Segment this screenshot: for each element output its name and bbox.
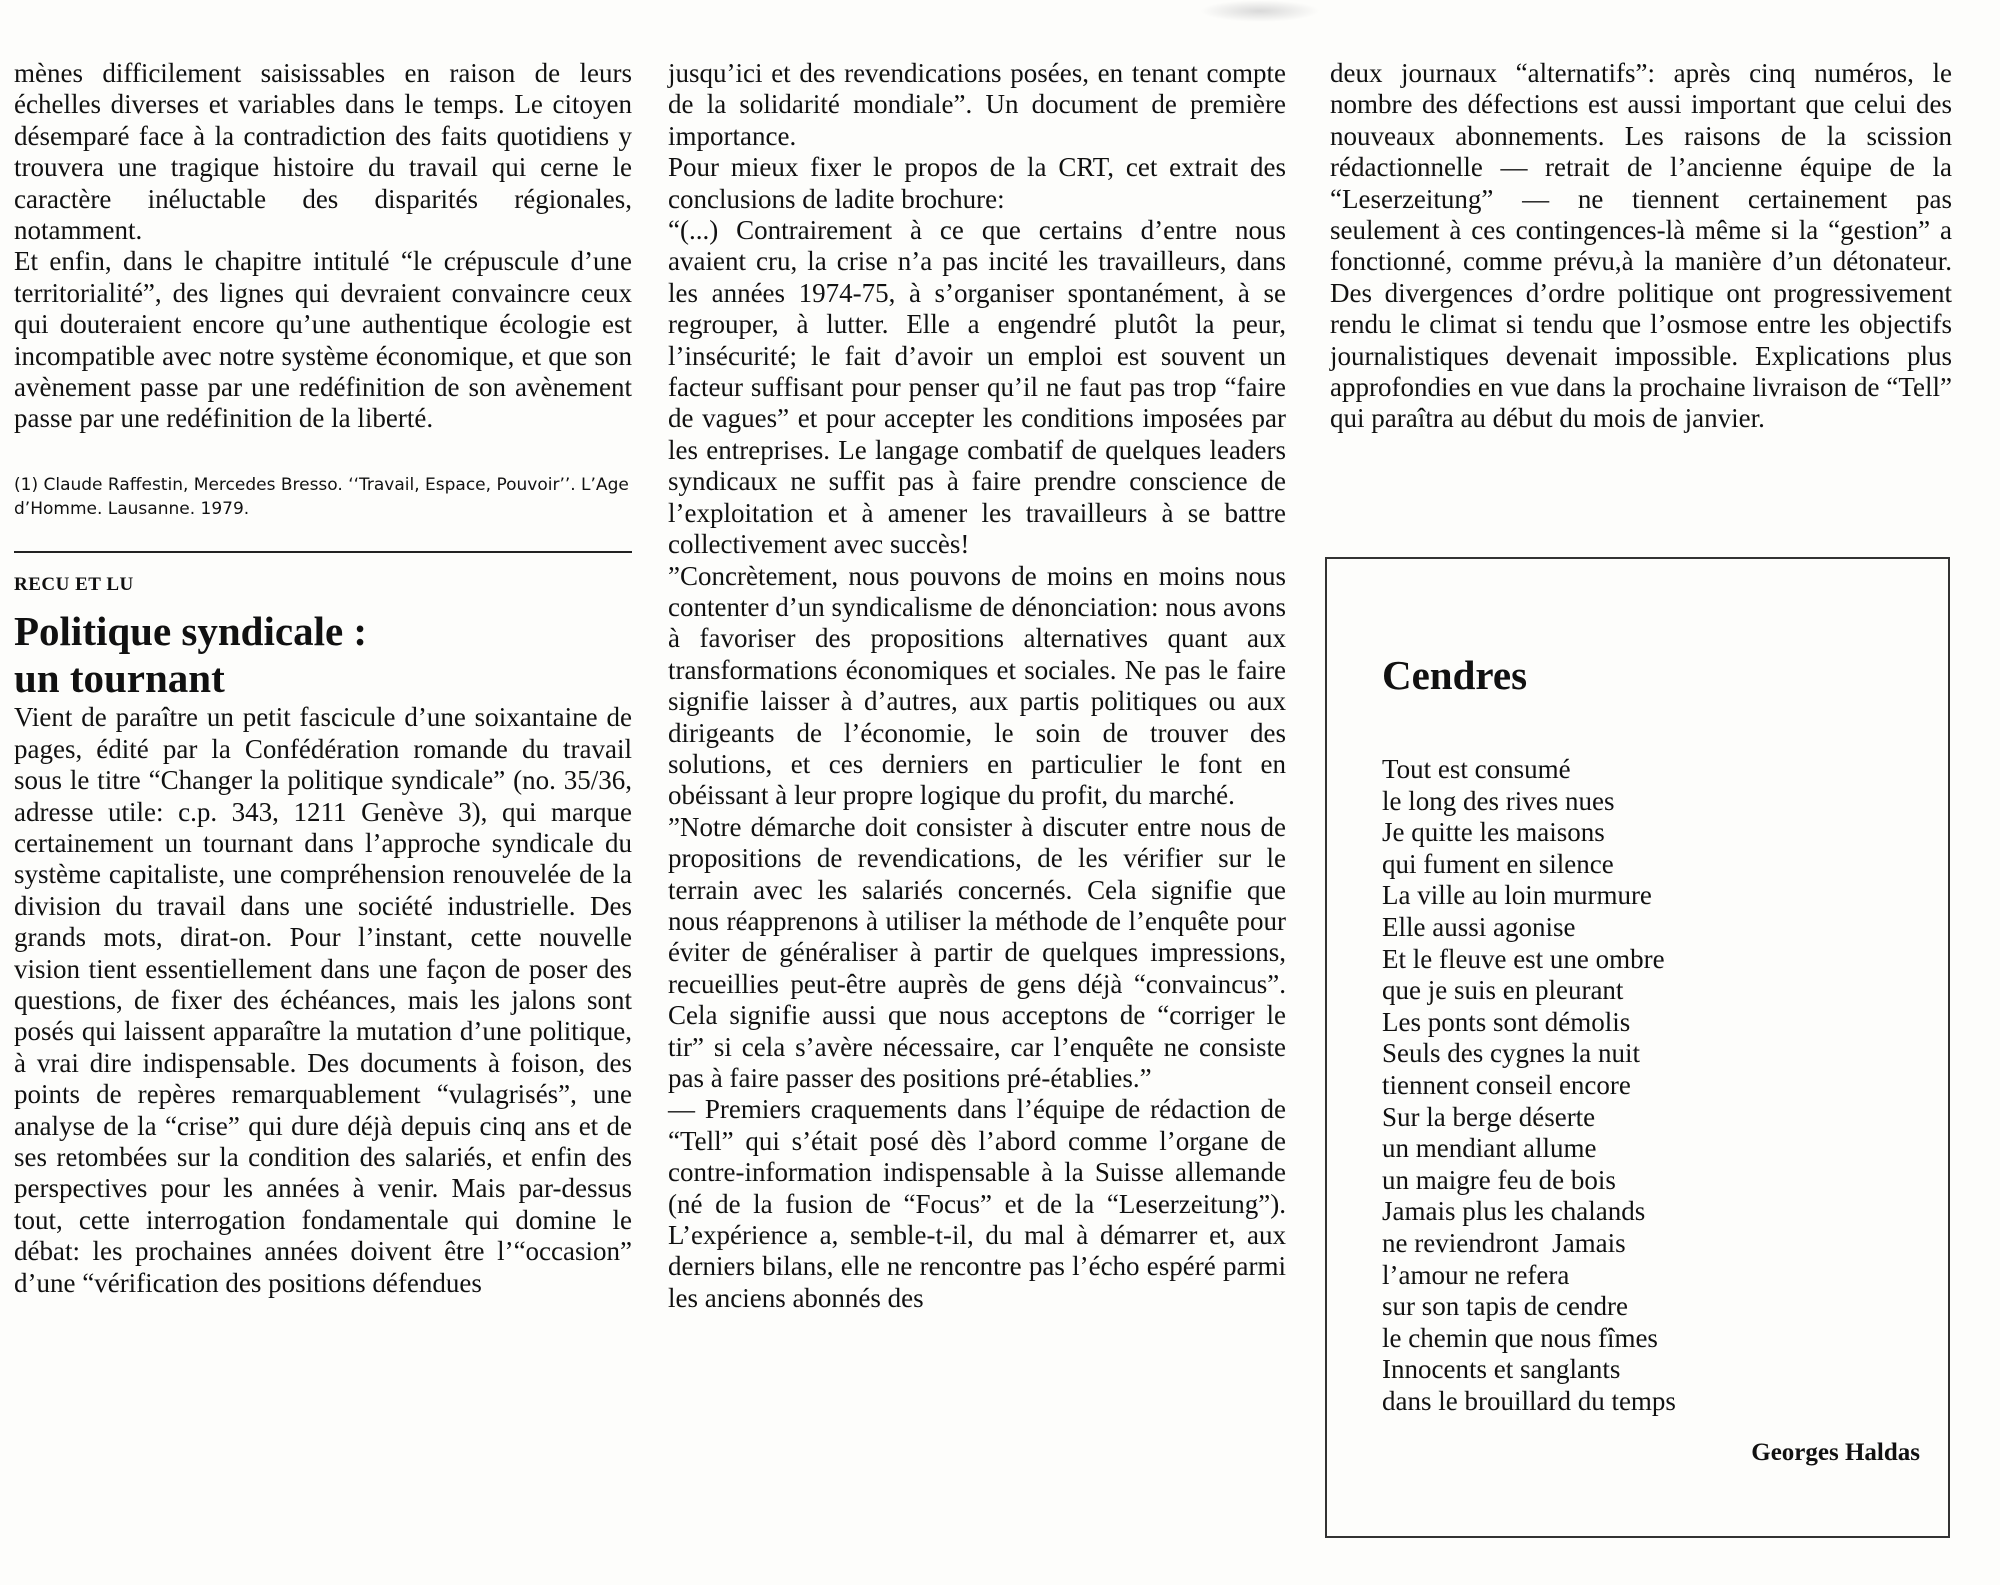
- poem-line: le chemin que nous fîmes: [1382, 1322, 1658, 1353]
- poem-line: Les ponts sont démolis: [1382, 1006, 1631, 1037]
- poem-line: un mendiant allume: [1382, 1133, 1597, 1164]
- paragraph: — Premiers craquements dans l’équipe de rédaction de “Tell” qui s’était posé dès l’abord comme l’organe de contre-information indispensable à la Suisse allemande (né de la fusion de “Focus” et de la “Leserzeitung”). L’expérience a, semble-t-il, du mal à démarrer et, aux derniers bilans, elle ne rencontre pas l’écho espéré parmi les anciens abonnés des: [668, 1094, 1286, 1313]
- poem-line: qui fument en silence: [1382, 848, 1614, 879]
- poem-line: Tout est consumé: [1382, 754, 1571, 784]
- print-smudge: [1200, 0, 1320, 22]
- headline-line-1: Politique syndicale :: [14, 608, 368, 655]
- footnote: (1) Claude Raffestin, Mercedes Bresso. ‘‘Travail, Espace, Pouvoir’’. L’Age d’Homme. Lausanne. 1979.: [14, 474, 629, 519]
- poem-line: La ville au loin murmure: [1382, 880, 1652, 911]
- poem-line: Elle aussi agonise: [1382, 911, 1576, 942]
- poem-line: Jamais plus les chalands: [1382, 1196, 1646, 1227]
- poem-body: [1382, 754, 1676, 1417]
- paragraph: jusqu’ici et des revendications posées, en tenant compte de la solidarité mondiale”. Un document de première importance.: [668, 58, 1286, 151]
- section-divider: [14, 551, 632, 553]
- poem-line: sur son tapis de cendre: [1382, 1291, 1628, 1322]
- poem-line: le long des rives nues: [1382, 785, 1615, 816]
- column-1: [14, 58, 632, 1299]
- poem-line: que je suis en pleurant: [1382, 975, 1624, 1006]
- article-paragraph: Vient de paraître un petit fascicule d’une soixantaine de pages, édité par la Confédération romande du travail sous le titre “Changer la politique syndicale” (no. 35/36, adresse utile: c.p. 343, 1211 Genève 3), qui marque certainement un tournant dans l’approche syndicale du système capitaliste, une compréhension renouvelée de la division du travail dans une société industrielle. Des grands mots, dirat-on. Pour l’instant, cette nouvelle vision tient essentiellement dans une façon de poser des questions, de fixer des échéances, mais les jalons sont posés qui laissent apparaître la mutation d’une politique, à vrai dire indispensable. Des documents à foison, des points de repères remarquablement “vulagrisés”, une analyse de la “crise” qui dure déjà depuis cinq ans et de ses retombées sur la condition des salariés, et enfin des perspectives pour les années à venir. Mais par-dessus tout, cette interrogation fondamentale qui domine le débat: les prochaines années doivent être l’“occasion” d’une “vérification des positions défendues: [14, 702, 632, 1298]
- column-2: [668, 58, 1286, 1314]
- poem-line: un maigre feu de bois: [1382, 1164, 1616, 1195]
- paragraph: mènes difficilement saisissables en raison de leurs échelles diverses et variables dans le temps. Le citoyen désemparé face à la contradiction des faits quotidiens y trouvera une tragique histoire du travail qui cerne le caractère inéluctable des disparités régionales, notamment.: [14, 58, 632, 246]
- paragraph: Et enfin, dans le chapitre intitulé “le crépuscule d’une territorialité”, des lignes qui devraient convaincre ceux qui douteraient encore qu’une authentique écologie est incompatible avec notre système économique, et que son avènement passe par une redéfinition de son avènement passe par une redéfinition de la liberté.: [14, 246, 632, 434]
- poem-line: Seuls des cygnes la nuit: [1382, 1038, 1640, 1069]
- column-3: [1330, 58, 1952, 435]
- poem-author: Georges Haldas: [1751, 1439, 1920, 1466]
- headline-line-2: un tournant: [14, 655, 225, 702]
- poem-line: Sur la berge déserte: [1382, 1101, 1596, 1132]
- poem-line: dans le brouillard du temps: [1382, 1385, 1676, 1416]
- poem-line: l’amour ne refera: [1382, 1259, 1570, 1290]
- poem-title: Cendres: [1382, 652, 1528, 698]
- poem-line: Je quitte les maisons: [1382, 817, 1605, 848]
- paragraph: Pour mieux fixer le propos de la CRT, cet extrait des conclusions de ladite brochure:: [668, 152, 1286, 214]
- quote-paragraph: “(...) Contrairement à ce que certains d’entre nous avaient cru, la crise n’a pas incité les travailleurs, dans les années 1974-75, à s’organiser spontanément, à se regrouper, à lutter. Elle a engendré plutôt la peur, l’insécurité; le fait d’avoir un emploi est souvent un facteur suffisant pour penser qu’il ne faut pas trop “faire de vagues” et pour accepter les conditions imposées par les entreprises. Le langage combatif de quelques leaders syndicaux ne suffit pas à faire prendre conscience de l’exploitation et à amener les travailleurs à se battre collectivement avec succès!: [668, 215, 1286, 560]
- quote-paragraph: ”Concrètement, nous pouvons de moins en moins nous contenter d’un syndicalisme de dénonciation: nous avons à favoriser des propositions alternatives quant aux transformations économiques et sociales. Ne pas le faire signifie laisser à d’autres, aux partis politiques ou aux dirigeants de l’économie, le soin de trouver des solutions, et ces derniers en particulier le font en obéissant à leur propre logique du profit, du marché.: [668, 560, 1286, 811]
- quote-paragraph: ”Notre démarche doit consister à discuter entre nous de propositions de revendications, de les vérifier sur le terrain avec les salariés concernés. Cela signifie que nous réapprenons à utiliser la méthode de l’enquête pour éviter de généraliser à partir de quelques impressions, recueillies peut-être auprès de gens déjà “convaincus”. Cela signifie aussi que nous acceptons de “corriger le tir” si cela s’avère nécessaire, car l’enquête ne consiste pas à faire passer des positions pré-établies.”: [668, 811, 1286, 1093]
- poem-line: tiennent conseil encore: [1382, 1069, 1631, 1100]
- section-kicker: RECU ET LU: [14, 573, 134, 595]
- poem-line: Et le fleuve est une ombre: [1382, 943, 1665, 974]
- poem-line: Innocents et sanglants: [1382, 1354, 1621, 1385]
- poem-line: ne reviendront Jamais: [1382, 1227, 1626, 1258]
- poem-box: [1325, 557, 1950, 1538]
- article-headline: [14, 608, 632, 702]
- paragraph: deux journaux “alternatifs”: après cinq numéros, le nombre des défections est aussi important que celui des nouveaux abonnements. Les raisons de la scission rédactionnelle — retrait de l’ancienne équipe de la “Leserzeitung” — ne tiennent certainement pas seulement à ces contingences-là même si la “gestion” a fonctionné, comme prévu,à la manière d’un détonateur. Des divergences d’ordre politique ont progressivement rendu le climat si tendu que l’osmose entre les objectifs journalistiques devenait impossible. Explications plus approfondies en vue dans la prochaine livraison de “Tell” qui paraîtra au début du mois de janvier.: [1330, 58, 1952, 434]
